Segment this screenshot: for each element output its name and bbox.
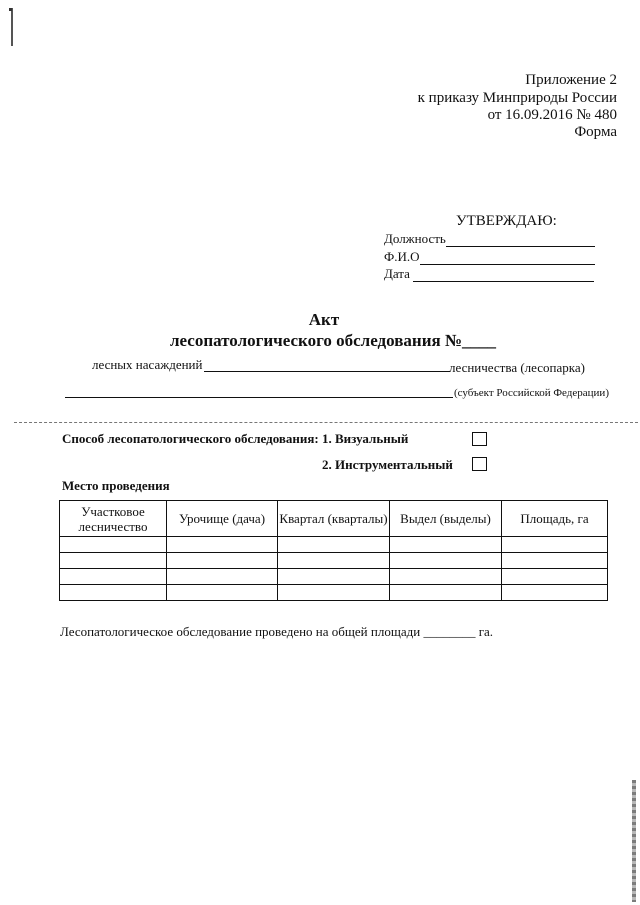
table-row bbox=[60, 553, 608, 569]
table-cell[interactable] bbox=[390, 585, 502, 601]
table-cell[interactable] bbox=[167, 585, 278, 601]
table-cell[interactable] bbox=[502, 553, 608, 569]
table-cell[interactable] bbox=[390, 569, 502, 585]
scan-dot bbox=[9, 8, 12, 11]
act-title: Акт bbox=[308, 310, 340, 329]
forest-suffix: лесничества (лесопарка) bbox=[449, 360, 585, 375]
name-line bbox=[420, 252, 595, 265]
instrumental-checkbox[interactable] bbox=[472, 457, 487, 471]
table-header-row bbox=[60, 501, 608, 537]
table-row bbox=[60, 537, 608, 553]
date-field[interactable] bbox=[384, 266, 594, 282]
position-label: Должность bbox=[384, 231, 446, 246]
scan-edge-mark bbox=[11, 8, 13, 46]
appendix-label: Приложение 2 bbox=[525, 72, 617, 88]
name-label: Ф.И.О bbox=[384, 249, 420, 264]
position-field[interactable] bbox=[384, 231, 595, 247]
date-label: Дата bbox=[384, 266, 410, 281]
table-cell[interactable] bbox=[278, 553, 390, 569]
table-cell[interactable] bbox=[390, 537, 502, 553]
table-cell[interactable] bbox=[278, 585, 390, 601]
method-label: Способ лесопатологического обследования: bbox=[62, 431, 319, 446]
method-row bbox=[62, 431, 408, 447]
method-option-instrumental: 2. Инструментальный bbox=[322, 457, 453, 472]
table-cell[interactable] bbox=[502, 569, 608, 585]
summary-unit: га. bbox=[478, 624, 494, 639]
approval-title: УТВЕРЖДАЮ: bbox=[456, 213, 557, 229]
table-cell[interactable] bbox=[60, 537, 167, 553]
act-subtitle: лесопатологического обследования №____ bbox=[169, 331, 497, 350]
summary-text: Лесопатологическое обследование проведено на общей площади bbox=[60, 624, 421, 639]
location-table bbox=[59, 500, 608, 601]
header-tract: Урочище (дача) bbox=[167, 501, 278, 537]
subject-line[interactable] bbox=[65, 384, 453, 398]
scan-edge-noise bbox=[632, 780, 636, 902]
header-quarter: Квартал (кварталы) bbox=[278, 501, 390, 537]
table-cell[interactable] bbox=[390, 553, 502, 569]
form-label: Форма bbox=[574, 124, 617, 140]
name-field[interactable] bbox=[384, 249, 595, 265]
fold-divider bbox=[14, 422, 638, 423]
visual-checkbox[interactable] bbox=[472, 432, 487, 446]
table-cell[interactable] bbox=[60, 553, 167, 569]
subject-caption: (субъект Российской Федерации) bbox=[454, 387, 609, 399]
total-area-field[interactable]: ________ bbox=[423, 624, 476, 639]
position-line bbox=[446, 234, 595, 247]
date-line bbox=[413, 269, 594, 282]
forest-name-line[interactable] bbox=[204, 358, 450, 372]
table-cell[interactable] bbox=[278, 537, 390, 553]
table-cell[interactable] bbox=[60, 585, 167, 601]
forest-prefix: лесных насаждений bbox=[92, 357, 203, 372]
header-area: Площадь, га bbox=[502, 501, 608, 537]
order-reference: к приказу Минприроды России bbox=[417, 90, 617, 106]
summary-line bbox=[60, 624, 493, 640]
order-date: от 16.09.2016 № 480 bbox=[487, 107, 617, 123]
table-row bbox=[60, 569, 608, 585]
location-label: Место проведения bbox=[62, 478, 170, 493]
table-cell[interactable] bbox=[278, 569, 390, 585]
table-cell[interactable] bbox=[60, 569, 167, 585]
header-district: Участковое лесничество bbox=[60, 501, 167, 537]
header-allotment: Выдел (выделы) bbox=[390, 501, 502, 537]
table-cell[interactable] bbox=[167, 569, 278, 585]
table-cell[interactable] bbox=[502, 585, 608, 601]
table-cell[interactable] bbox=[167, 553, 278, 569]
table-row bbox=[60, 585, 608, 601]
method-option-visual: 1. Визуальный bbox=[321, 431, 409, 446]
table-cell[interactable] bbox=[502, 537, 608, 553]
table-cell[interactable] bbox=[167, 537, 278, 553]
